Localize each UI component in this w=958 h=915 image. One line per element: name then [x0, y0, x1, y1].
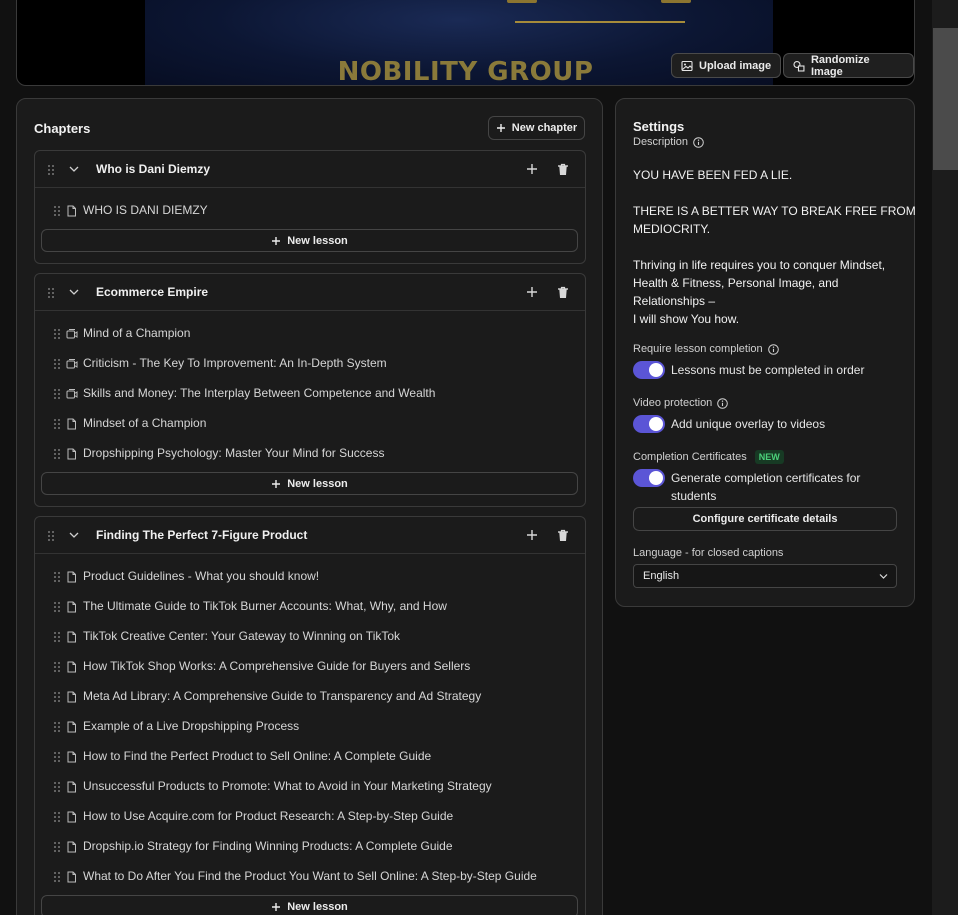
- lesson-title: Criticism - The Key To Improvement: An In-Depth System: [83, 356, 387, 370]
- new-lesson-label: New lesson: [287, 900, 348, 913]
- document-icon: [66, 810, 77, 822]
- drag-handle-icon[interactable]: [53, 660, 61, 672]
- configure-certificate-label: Configure certificate details: [692, 513, 838, 525]
- description-label: Description: [633, 136, 689, 148]
- drag-handle-icon[interactable]: [47, 529, 55, 541]
- new-lesson-label: New lesson: [287, 234, 348, 247]
- drag-handle-icon[interactable]: [53, 327, 61, 339]
- certificates-toggle[interactable]: [633, 469, 665, 487]
- document-icon: [66, 630, 77, 642]
- plus-icon: [271, 479, 281, 489]
- description-line[interactable]: Thriving in life requires you to conquer Mindset,: [633, 258, 886, 272]
- video-protection-label-row: [633, 397, 728, 409]
- new-lesson-button[interactable]: [41, 229, 578, 252]
- video-protection-label: Video protection: [633, 397, 713, 409]
- plus-icon: [271, 902, 281, 912]
- description-label-row: [633, 136, 704, 148]
- new-lesson-button[interactable]: [41, 895, 578, 915]
- video-icon: [66, 357, 77, 369]
- lesson-item[interactable]: [35, 771, 585, 801]
- description-line[interactable]: YOU HAVE BEEN FED A LIE.: [633, 168, 793, 182]
- document-icon: [66, 720, 77, 732]
- lesson-item[interactable]: [35, 651, 585, 681]
- lesson-title: TikTok Creative Center: Your Gateway to Winning on TikTok: [83, 629, 401, 643]
- drag-handle-icon[interactable]: [53, 720, 61, 732]
- chapter-header[interactable]: [35, 151, 585, 188]
- drag-handle-icon[interactable]: [53, 570, 61, 582]
- randomize-image-button[interactable]: [783, 53, 914, 78]
- lesson-item[interactable]: [35, 195, 585, 225]
- image-icon: [681, 60, 693, 72]
- lesson-item[interactable]: [35, 681, 585, 711]
- info-icon[interactable]: [693, 137, 704, 148]
- document-icon: [66, 840, 77, 852]
- trash-icon[interactable]: [557, 163, 569, 176]
- lesson-title: Dropship.io Strategy for Finding Winning Products: A Complete Guide: [83, 839, 453, 853]
- lesson-title: WHO IS DANI DIEMZY: [83, 203, 208, 217]
- drag-handle-icon[interactable]: [47, 286, 55, 298]
- document-icon: [66, 570, 77, 582]
- chapter-title: Who is Dani Diemzy: [96, 162, 211, 176]
- lesson-title: How to Find the Perfect Product to Sell Online: A Complete Guide: [83, 749, 432, 763]
- cover-divider: [515, 21, 685, 23]
- cover-logo-text: NOBILITY GROUP: [337, 57, 594, 86]
- add-lesson-icon[interactable]: [526, 163, 538, 175]
- require-completion-text: Lessons must be completed in order: [671, 363, 865, 377]
- video-icon: [66, 327, 77, 339]
- drag-handle-icon[interactable]: [53, 447, 61, 459]
- chapter-header[interactable]: [35, 274, 585, 311]
- lesson-title: Dropshipping Psychology: Master Your Mind for Success: [83, 446, 385, 460]
- course-cover-image: [16, 0, 915, 86]
- add-lesson-icon[interactable]: [526, 286, 538, 298]
- lesson-item[interactable]: [35, 801, 585, 831]
- document-icon: [66, 417, 77, 429]
- drag-handle-icon[interactable]: [53, 750, 61, 762]
- lesson-item[interactable]: [35, 621, 585, 651]
- lesson-item[interactable]: [35, 591, 585, 621]
- chapter-title: Ecommerce Empire: [96, 285, 209, 299]
- drag-handle-icon[interactable]: [53, 630, 61, 642]
- document-icon: [66, 870, 77, 882]
- chapter-header[interactable]: [35, 517, 585, 554]
- require-completion-toggle[interactable]: [633, 361, 665, 379]
- chevron-down-icon: [879, 573, 888, 580]
- new-badge: NEW: [755, 450, 784, 464]
- lesson-item[interactable]: [35, 378, 585, 408]
- info-icon[interactable]: [768, 344, 779, 355]
- cover-ornament: [507, 0, 537, 3]
- chapter-card: [34, 516, 586, 915]
- info-icon[interactable]: [717, 398, 728, 409]
- document-icon: [66, 600, 77, 612]
- require-completion-label-row: [633, 343, 779, 355]
- configure-certificate-button[interactable]: [633, 507, 897, 531]
- lesson-item[interactable]: [35, 318, 585, 348]
- lesson-title: Example of a Live Dropshipping Process: [83, 719, 300, 733]
- document-icon: [66, 447, 77, 459]
- chapter-card: [34, 273, 586, 507]
- document-icon: [66, 660, 77, 672]
- certificates-text: Generate completion certificates for: [671, 471, 861, 485]
- plus-icon: [271, 236, 281, 246]
- lesson-title: Mindset of a Champion: [83, 416, 207, 430]
- chapters-title: Chapters: [34, 121, 91, 136]
- video-protection-text: Add unique overlay to videos: [671, 417, 826, 431]
- chapter-title: Finding The Perfect 7-Figure Product: [96, 528, 308, 542]
- chapter-card: [34, 150, 586, 264]
- language-select[interactable]: [633, 564, 897, 588]
- description-line[interactable]: Relationships –: [633, 294, 716, 308]
- lesson-item[interactable]: [35, 831, 585, 861]
- cover-ornament: [661, 0, 691, 3]
- document-icon: [66, 750, 77, 762]
- lesson-title: Meta Ad Library: A Comprehensive Guide to Transparency and Ad Strategy: [83, 689, 482, 703]
- lesson-title: How TikTok Shop Works: A Comprehensive Guide for Buyers and Sellers: [83, 659, 471, 673]
- new-lesson-button[interactable]: [41, 472, 578, 495]
- lesson-item[interactable]: [35, 861, 585, 891]
- lesson-item[interactable]: [35, 561, 585, 591]
- lesson-item[interactable]: [35, 348, 585, 378]
- video-icon: [66, 387, 77, 399]
- chapters-panel: [16, 98, 603, 915]
- drag-handle-icon[interactable]: [53, 780, 61, 792]
- drag-handle-icon[interactable]: [47, 163, 55, 175]
- lesson-title: The Ultimate Guide to TikTok Burner Accounts: What, Why, and How: [83, 599, 447, 613]
- lesson-title: What to Do After You Find the Product You Want to Sell Online: A Step-by-Step Guide: [83, 869, 537, 883]
- lesson-item[interactable]: [35, 438, 585, 468]
- new-chapter-label: New chapter: [511, 122, 578, 134]
- drag-handle-icon[interactable]: [53, 690, 61, 702]
- drag-handle-icon[interactable]: [53, 810, 61, 822]
- chevron-down-icon[interactable]: [68, 529, 80, 541]
- shapes-icon: [793, 60, 805, 72]
- drag-handle-icon[interactable]: [53, 840, 61, 852]
- lesson-item[interactable]: [35, 711, 585, 741]
- drag-handle-icon[interactable]: [53, 357, 61, 369]
- document-icon: [66, 204, 77, 216]
- lesson-item[interactable]: [35, 741, 585, 771]
- description-line[interactable]: THERE IS A BETTER WAY TO BREAK FREE FROM: [633, 204, 916, 218]
- lesson-title: How to Use Acquire.com for Product Research: A Step-by-Step Guide: [83, 809, 454, 823]
- new-chapter-button[interactable]: [488, 116, 585, 140]
- lesson-title: Skills and Money: The Interplay Between Competence and Wealth: [83, 386, 436, 400]
- document-icon: [66, 690, 77, 702]
- settings-title: Settings: [633, 119, 685, 134]
- require-completion-label: Require lesson completion: [633, 343, 763, 355]
- upload-image-label: Upload image: [699, 59, 772, 72]
- description-line[interactable]: MEDIOCRITY.: [633, 222, 711, 236]
- lesson-item[interactable]: [35, 408, 585, 438]
- certificates-label-row: [633, 450, 784, 464]
- lesson-title: Product Guidelines - What you should know!: [83, 569, 320, 583]
- drag-handle-icon[interactable]: [53, 417, 61, 429]
- drag-handle-icon[interactable]: [53, 600, 61, 612]
- lesson-title: Mind of a Champion: [83, 326, 191, 340]
- video-protection-toggle[interactable]: [633, 415, 665, 433]
- language-value: English: [643, 570, 680, 582]
- description-line[interactable]: I will show You how.: [633, 312, 740, 326]
- description-line[interactable]: Health & Fitness, Personal Image, and: [633, 276, 839, 290]
- drag-handle-icon[interactable]: [53, 870, 61, 882]
- randomize-image-label: Randomize Image: [810, 53, 870, 78]
- chevron-down-icon[interactable]: [68, 286, 80, 298]
- page-scrollbar-thumb[interactable]: [933, 28, 958, 170]
- drag-handle-icon[interactable]: [53, 387, 61, 399]
- certificates-text: students: [671, 489, 717, 503]
- plus-icon: [496, 123, 506, 133]
- document-icon: [66, 780, 77, 792]
- upload-image-button[interactable]: [671, 53, 781, 78]
- drag-handle-icon[interactable]: [53, 204, 61, 216]
- language-label: Language - for closed captions: [633, 547, 784, 559]
- chevron-down-icon[interactable]: [68, 163, 80, 175]
- trash-icon[interactable]: [557, 286, 569, 299]
- add-lesson-icon[interactable]: [526, 529, 538, 541]
- new-lesson-label: New lesson: [287, 477, 348, 490]
- lesson-title: Unsuccessful Products to Promote: What to Avoid in Your Marketing Strategy: [83, 779, 492, 793]
- trash-icon[interactable]: [557, 529, 569, 542]
- certificates-label: Completion Certificates: [633, 451, 747, 463]
